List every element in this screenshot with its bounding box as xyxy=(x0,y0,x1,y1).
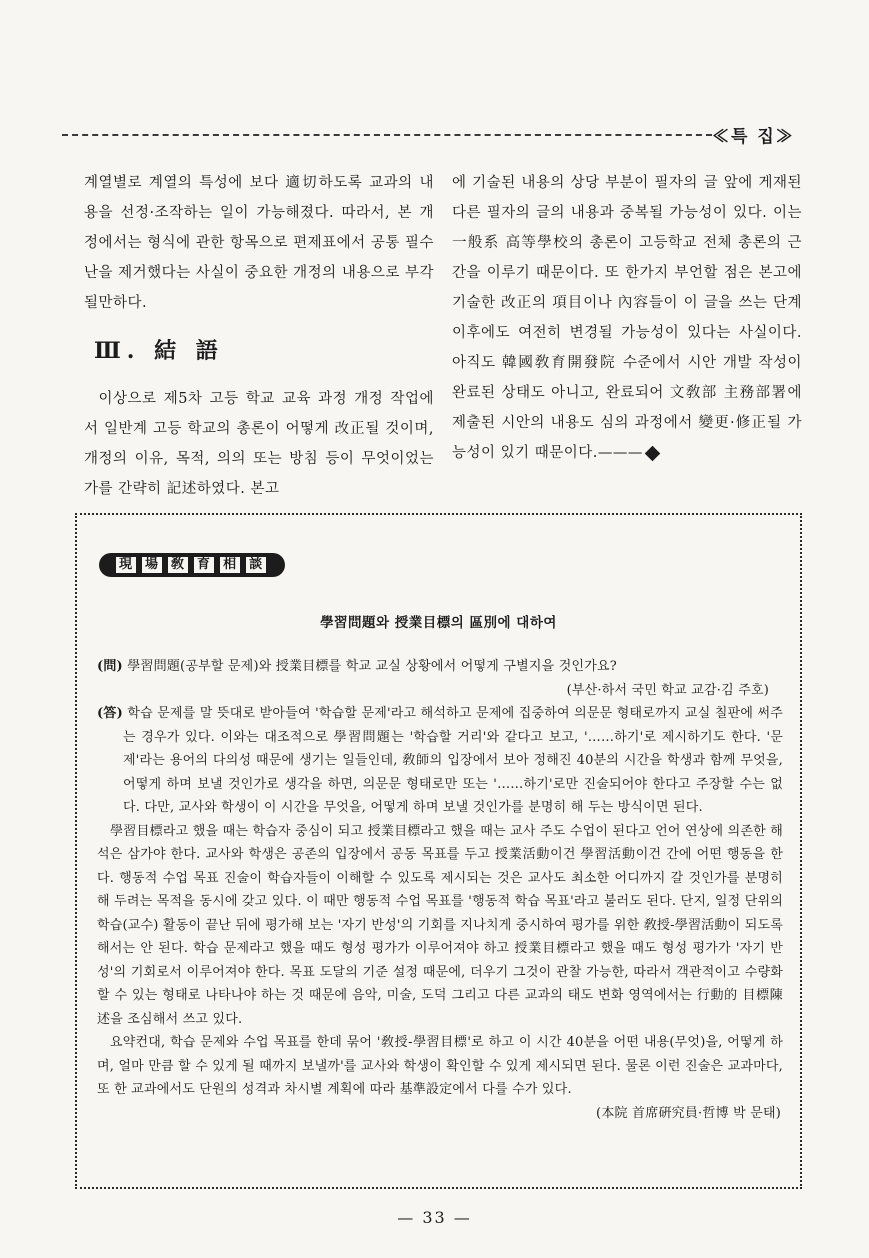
column-banner xyxy=(99,553,285,577)
end-diamond-icon xyxy=(645,445,661,461)
banner-char-4: 育 xyxy=(194,557,214,573)
left-paragraph-2: 이상으로 제5차 고등 학교 교육 과정 개정 작업에서 일반계 고등 학교의 총론이 어떻게 改正될 것이며, 개정의 이유, 목적, 의의 또는 방침 등이 무엇이었는가를 간략히 記述하였다. 본고 xyxy=(84,391,434,497)
answer-paragraph-2: 學習目標라고 했을 때는 학습자 중심이 되고 授業目標라고 했을 때는 교사 주도 수업이 된다고 언어 연상에 의존한 해석은 삼가야 한다. 교사와 학생은 공존의 입장에서 공동 목표를 두고 授業活動이건 學習活動이건 간에 어떤 행동을 한다. 행동적 수업 목표 진술이 학습자들이 이해할 수 있도록 제시되는 것은 교사도 최소한 어디까지 갈 것인가를 분명히 해 두려는 목적을 동시에 갖고 있다. 이 때만 행동적 수업 목표를 '행동적 학습 목표'라고 불러도 된다. 단지, 일정 단위의 학습(교수) 활동이 끝난 뒤에 평가해 보는 '자기 반성'의 기회를 지나치게 중시하여 평가를 위한 敎授-學習活動이 되도록 해서는 안 된다. 학습 문제라고 했을 때도 형성 평가가 이루어져야 하고 授業目標라고 했을 때도 형성 평가가 '자기 반성'의 기회로서 이루어져야 한다. 목표 도달의 기준 설정 때문에, 더우기 그것이 관찰 가능한, 따라서 객관적이고 수량화할 수 있는 형태로 나타나야 하는 것 때문에 음악, 미술, 도덕 그리고 다른 교과의 태도 변화 영역에서는 行動的 目標陳述을 조심해서 쓰고 있다. xyxy=(97,823,783,1027)
question xyxy=(97,655,783,679)
answer-paragraph-3: 요약컨대, 학습 문제와 수업 목표를 한데 묶어 '敎授-學習目標'로 하고 이 시간 40분을 어떤 내용(무엇)을, 어떻게 하며, 얼마 만큼 할 수 있게 될 때까지 보낼까'를 교사와 학생이 확인할 수 있게 제시되면 된다. 물론 이런 진술은 교과마다, 또 한 교과에서도 단원의 성격과 차시별 계획에 따라 基準設定에서 다를 수가 있다. xyxy=(97,1035,783,1097)
banner-char-1: 現 xyxy=(116,557,136,573)
right-paragraph-text: 에 기술된 내용의 상당 부분이 필자의 글 앞에 게재된 다른 필자의 글의 내용과 중복될 가능성이 있다. 이는 一般系 高等學校의 총론이 고등학교 전체 총론의 근간을 이루기 때문이다. 또 한가지 부언할 점은 본고에 기술한 改正의 項目이나 內容들이 이 글을 쓰는 단계 이후에도 여전히 변경될 가능성이 있다는 사실이다. 아직도 韓國敎育開發院 수준에서 시안 개발 작성이 완료된 상태도 아니고, 완료되어 文敎部 主務部署에 제출된 시안의 내용도 심의 과정에서 變更·修正될 가능성이 있기 때문이다.——— xyxy=(452,175,802,461)
left-column xyxy=(84,168,434,504)
page-number: — 33 — xyxy=(397,1208,472,1227)
answer-credit: (本院 首席硏究員·哲博 박 문태) xyxy=(596,1105,781,1121)
banner-char-6: 談 xyxy=(246,557,266,573)
qa-content xyxy=(97,655,783,1125)
consultation-title: 學習問題와 授業目標의 區別에 대하여 xyxy=(320,615,557,631)
question-label: (問) xyxy=(97,659,123,674)
banner-char-3: 敎 xyxy=(168,557,188,573)
banner-char-5: 相 xyxy=(220,557,240,573)
conclusion-heading: Ⅲ. 結 語 xyxy=(94,338,224,364)
answer-text-1: 학습 문제를 말 뜻대로 받아들여 '학습할 문제'라고 해석하고 문제에 집중하여 의문문 형태로까지 교실 칠판에 써주는 경우가 있다. 이와는 대조적으로 學習問題는 '학습할 거리'와 같다고 보고, '……하기'로 제시하기도 한다. '문제'라는 용어의 다의성 때문에 생기는 일들인데, 敎師의 입장에서 보아 정해진 40분의 시간을 학생과 함께 무엇을, 어떻게 하며 보낼 것인가로 생각을 하면, 의문문 형태로만 또는 '……하기'로만 진술되어야 한다고 주장할 수는 없다. 다만, 교사와 학생이 이 시간을 무엇을, 어떻게 하며 보낼 것인가를 분명히 해 두는 방식이면 된다. xyxy=(123,706,783,815)
right-paragraph xyxy=(452,168,802,468)
right-column xyxy=(452,168,802,468)
consultation-box xyxy=(75,513,802,1189)
answer-paragraph-1 xyxy=(97,702,783,820)
section-tag: ≪특 집≫ xyxy=(712,127,795,147)
banner-char-2: 場 xyxy=(142,557,162,573)
header-dashed-rule xyxy=(62,134,712,136)
answer-label: (答) xyxy=(97,706,123,721)
question-text: 學習問題(공부할 문제)와 授業目標를 학교 교실 상황에서 어떻게 구별지을 것인가요? xyxy=(127,659,617,674)
asker: (부산·하서 국민 학교 교감·김 주호) xyxy=(566,682,769,698)
left-paragraph-1: 계열별로 계열의 특성에 보다 適切하도록 교과의 내용을 선정·조작하는 일이 가능해졌다. 따라서, 본 개정에서는 형식에 관한 항목으로 편제표에서 공통 필수난을 제거했다는 사실이 중요한 개정의 내용으로 부각될만하다. xyxy=(84,175,434,311)
